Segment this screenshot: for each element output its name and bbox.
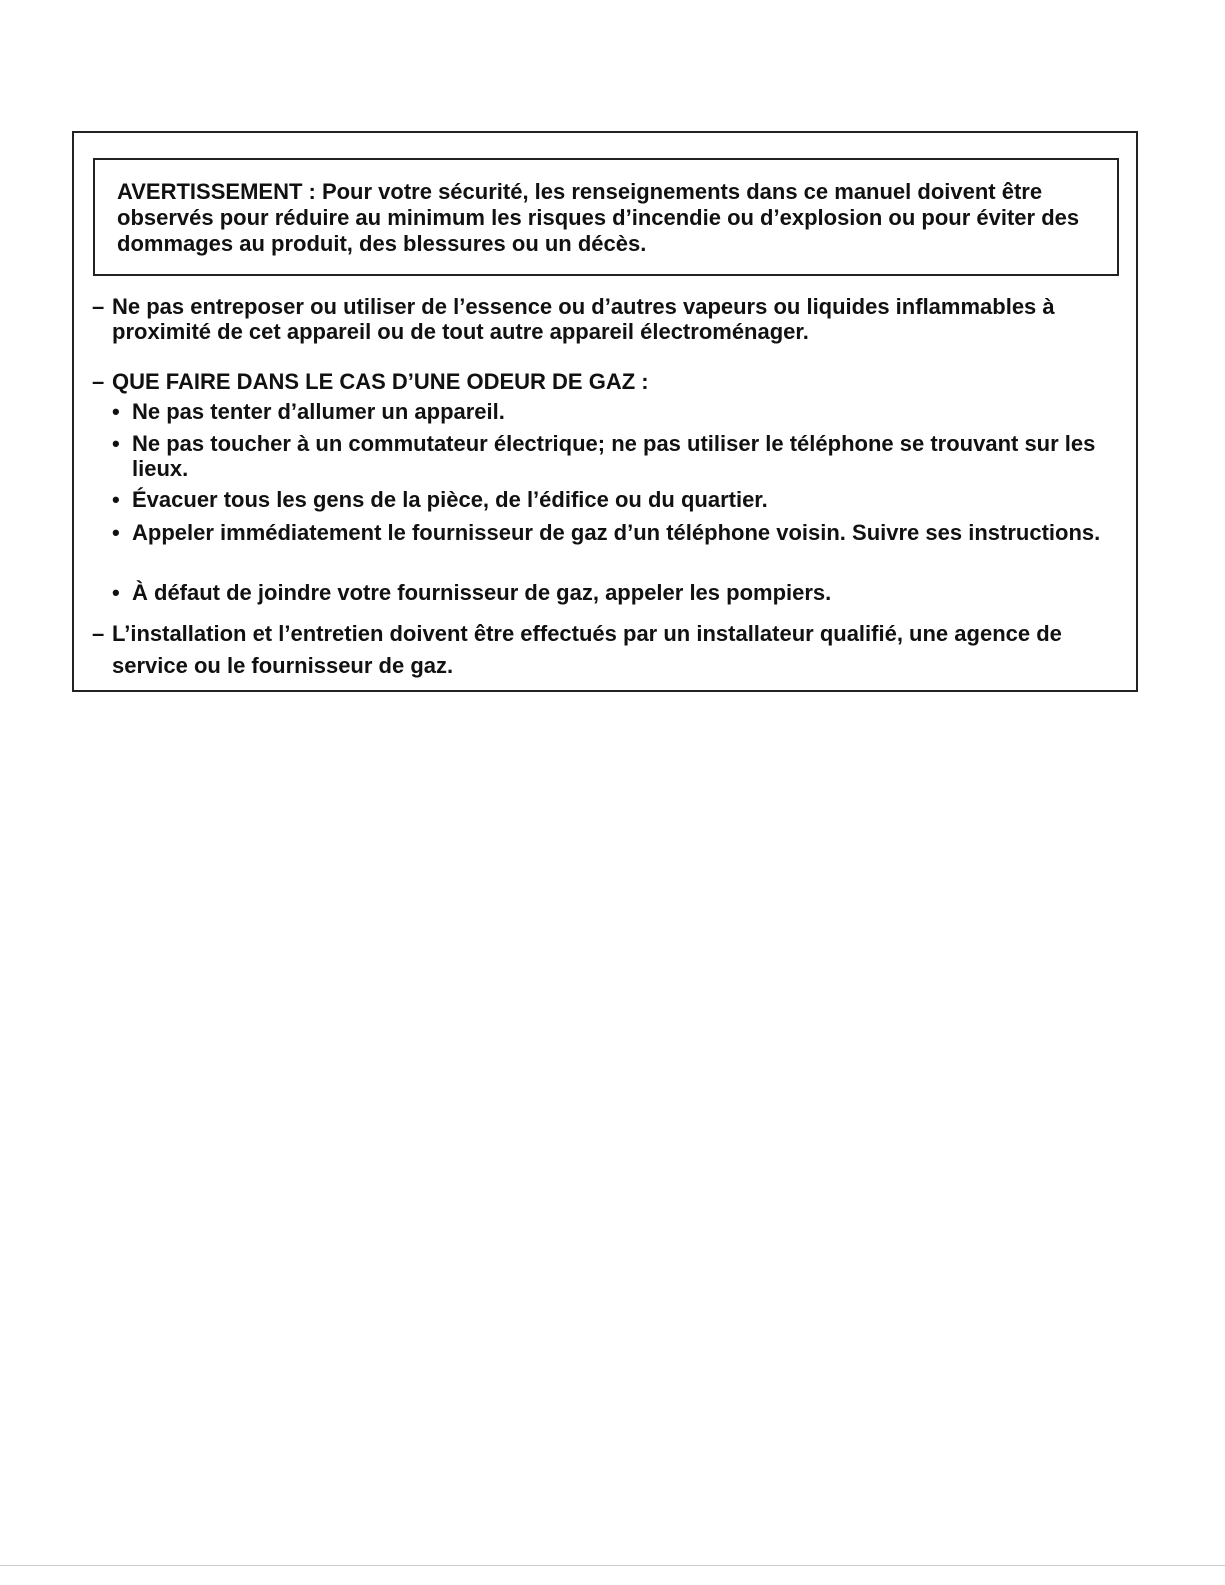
gas-step-4 [112,520,1132,545]
dash-marker: – [92,369,105,394]
gas-step-1 [112,399,1132,424]
warning-text: AVERTISSEMENT : Pour votre sécurité, les renseignements dans ce manuel doivent être observés pour réduire au minimum les risques d’incendie ou d’explosion ou pour éviter des dommages au produit, des blessures ou un décès. [117,179,1080,256]
gas-odor-heading [92,369,1142,394]
gas-step-2 [112,431,1132,481]
storage-instruction-text: Ne pas entreposer ou utiliser de l’essence ou d’autres vapeurs ou liquides inflammables à proximité de cet appareil ou de tout autre appareil électroménager. [112,294,1055,344]
installation-instruction [92,618,1142,682]
gas-step-text: À défaut de joindre votre fournisseur de gaz, appeler les pompiers. [132,580,832,605]
gas-step-text: Ne pas toucher à un commutateur électrique; ne pas utiliser le téléphone se trouvant sur les lieux. [132,431,1096,481]
gas-step-text: Appeler immédiatement le fournisseur de gaz d’un téléphone voisin. Suivre ses instructions. [132,520,1101,545]
page-bottom-rule [0,1565,1225,1566]
dash-marker: – [92,621,105,646]
gas-step-text: Évacuer tous les gens de la pièce, de l’édifice ou du quartier. [132,487,768,512]
bullet-marker: • [112,431,120,456]
gas-step-5 [112,580,1132,605]
bullet-marker: • [112,487,120,512]
bullet-marker: • [112,580,120,605]
installation-instruction-text: L’installation et l’entretien doivent être effectués par un installateur qualifié, une agence de service ou le fournisseur de gaz. [112,621,1062,678]
dash-marker: – [92,294,105,319]
gas-odor-heading-text: QUE FAIRE DANS LE CAS D’UNE ODEUR DE GAZ : [112,369,649,394]
gas-step-3 [112,487,1132,512]
bullet-marker: • [112,520,120,545]
storage-instruction [92,294,1142,344]
bullet-marker: • [112,399,120,424]
gas-step-text: Ne pas tenter d’allumer un appareil. [132,399,505,424]
